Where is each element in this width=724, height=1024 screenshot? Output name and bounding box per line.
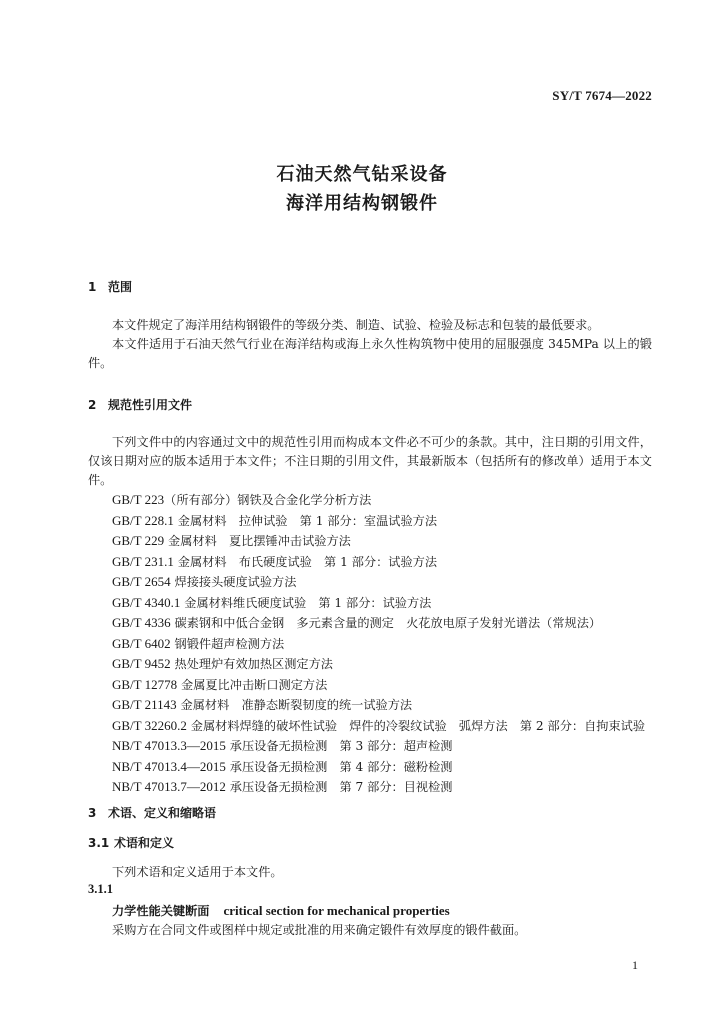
reference-item: GB/T 4340.1 金属材料维氏硬度试验 第 1 部分：试验方法 — [112, 594, 432, 610]
reference-item: GB/T 32260.2 金属材料焊缝的破坏性试验 焊件的冷裂纹试验 弧焊方法 第 2 部分：自拘束试验 — [112, 717, 646, 733]
section-title: 术语、定义和缩略语 — [108, 806, 217, 820]
reference-item: GB/T 21143 金属材料 准静态断裂韧度的统一试验方法 — [112, 697, 413, 712]
section-1-body — [88, 316, 652, 373]
document-title-line2: 海洋用结构钢锻件 — [286, 193, 438, 214]
section-1-heading — [88, 278, 132, 295]
reference-item: GB/T 12778 金属夏比冲击断口测定方法 — [112, 676, 328, 692]
reference-item: GB/T 2654 焊接接头硬度试验方法 — [112, 574, 297, 589]
reference-item: NB/T 47013.4—2015 承压设备无损检测 第 4 部分：磁粉检测 — [112, 758, 453, 774]
term-entry — [112, 902, 450, 919]
term-english: critical section for mechanical properties — [223, 903, 450, 918]
reference-item: GB/T 229 金属材料 夏比摆锤冲击试验方法 — [112, 533, 351, 548]
reference-item: GB/T 231.1 金属材料 布氏硬度试验 第 1 部分：试验方法 — [112, 553, 438, 569]
paragraph: 下列文件中的内容通过文中的规范性引用而构成本文件必不可少的条款。其中，注日期的引用文件，仅该日期对应的版本适用于本文件；不注日期的引用文件，其最新版本（包括所有的修改单）适用于本文件。 — [88, 435, 652, 487]
section-3-heading — [88, 804, 216, 821]
standard-code: SY/T 7674—2022 — [552, 88, 652, 103]
reference-item: NB/T 47013.7—2012 承压设备无损检测 第 7 部分：目视检测 — [112, 779, 453, 794]
page-number: 1 — [632, 958, 638, 972]
term-definition: 采购方在合同文件或图样中规定或批准的用来确定锻件有效厚度的锻件截面。 — [112, 923, 527, 937]
normative-references-list — [112, 490, 645, 798]
subsection-number: 3.1 — [88, 836, 110, 850]
subsection-3-1-heading — [88, 834, 174, 851]
paragraph: 本文件规定了海洋用结构钢锻件的等级分类、制造、试验、检验及标志和包装的最低要求。 — [112, 318, 600, 332]
section-2-intro — [88, 433, 652, 490]
section-2-heading — [88, 396, 192, 413]
reference-item: NB/T 47013.3—2015 承压设备无损检测 第 3 部分：超声检测 — [112, 738, 453, 753]
section-number: 1 — [88, 280, 97, 294]
clause-number: 3.1.1 — [88, 882, 113, 896]
reference-item: GB/T 223（所有部分）钢铁及合金化学分析方法 — [112, 492, 372, 507]
section-number: 2 — [88, 398, 97, 412]
paragraph: 本文件适用于石油天然气行业在海洋结构或海上永久性构筑物中使用的屈服强度 345MPa 以上的锻件。 — [88, 337, 652, 370]
section-title: 范围 — [108, 280, 133, 294]
reference-item: GB/T 6402 钢锻件超声检测方法 — [112, 635, 285, 651]
section-number: 3 — [88, 806, 97, 820]
reference-item: GB/T 9452 热处理炉有效加热区测定方法 — [112, 656, 333, 671]
section-title: 规范性引用文件 — [108, 398, 193, 412]
terms-intro: 下列术语和定义适用于本文件。 — [112, 865, 283, 879]
reference-item: GB/T 4336 碳素钢和中低合金钢 多元素含量的测定 火花放电原子发射光谱法（常规法） — [112, 615, 602, 630]
subsection-title: 术语和定义 — [114, 836, 175, 850]
reference-item: GB/T 228.1 金属材料 拉伸试验 第 1 部分：室温试验方法 — [112, 512, 438, 528]
term-chinese: 力学性能关键断面 — [112, 904, 210, 918]
document-title-line1: 石油天然气钻采设备 — [276, 164, 448, 185]
